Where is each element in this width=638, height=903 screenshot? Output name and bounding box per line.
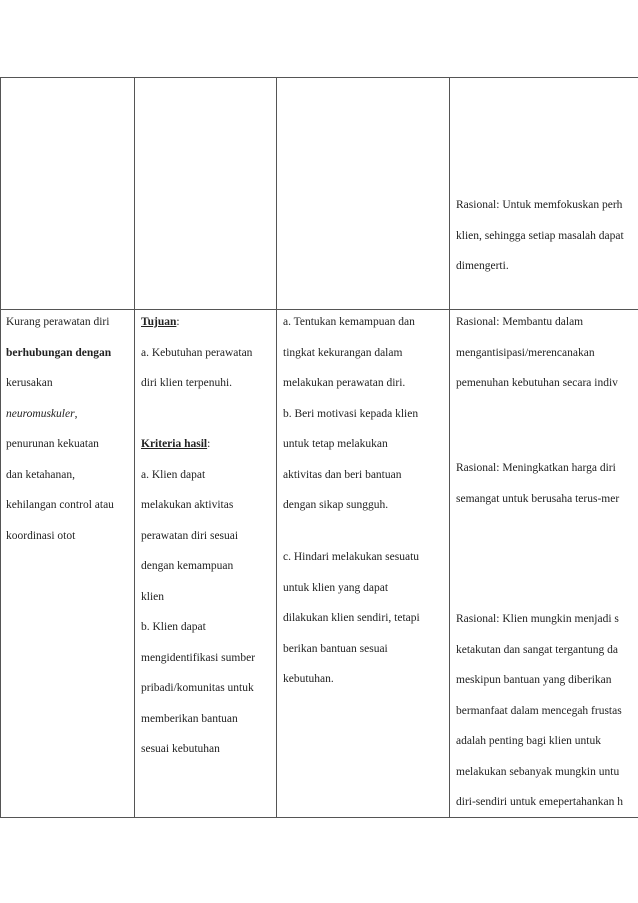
rationale-cell-2 (456, 453, 638, 514)
top-rasional-cell (456, 190, 638, 282)
text-line (141, 429, 276, 460)
text-line: Kurang perawatan diri (6, 316, 110, 328)
text-line: semangat untuk berusaha terus-mer (456, 492, 620, 505)
table-left-border (0, 77, 1, 818)
text-line: mengidentifikasi sumber (141, 651, 256, 664)
text-line: diri klien terpenuhi. (141, 377, 233, 389)
text-line: bermanfaat dalam mencegah frustas (456, 704, 622, 717)
punctuation: : (176, 316, 180, 328)
text-line: memberikan bantuan (141, 712, 238, 725)
goals-cell (141, 307, 276, 612)
diagnosis-cell (6, 307, 134, 551)
table-top-border (0, 77, 638, 78)
text-line: klien (141, 590, 164, 603)
punctuation: : (207, 438, 211, 450)
text-line: ketakutan dan sangat tergantung da (456, 643, 619, 656)
text-line: Rasional: Untuk memfokuskan perh (456, 199, 623, 211)
italic-term: neuromuskuler (6, 407, 75, 420)
text-line: Rasional: Membantu dalam (456, 316, 584, 328)
text-line: dimengerti. (456, 260, 509, 272)
text-line: sesuai kebutuhan (141, 743, 220, 755)
text-line (6, 399, 134, 430)
text-line: aktivitas dan beri bantuan (283, 468, 402, 481)
rationale-cell-1 (456, 307, 638, 399)
interventions-cell (283, 307, 449, 521)
text-line: melakukan aktivitas (141, 499, 234, 511)
goals-cell-b (141, 612, 276, 765)
text-line: untuk tetap melakukan (283, 438, 388, 450)
text-line: diri-sendiri untuk emepertahankan h (456, 796, 624, 808)
text-line: koordinasi otot (6, 529, 76, 542)
text-line: tingkat kekurangan dalam (283, 346, 403, 359)
text-line: berhubungan dengan (6, 346, 112, 359)
text-line: penurunan kekuatan (6, 438, 99, 450)
text-line: Rasional: Meningkatkan harga diri (456, 462, 616, 474)
text-line: melakukan perawatan diri. (283, 377, 406, 389)
text-line: b. Beri motivasi kepada klien (283, 407, 419, 420)
text-line: melakukan sebanyak mungkin untu (456, 765, 620, 778)
column-divider (134, 77, 135, 818)
kriteria-heading: Kriteria hasil (141, 438, 208, 450)
text-line: pemenuhan kebutuhan secara indiv (456, 377, 618, 389)
text-line: a. Kebutuhan perawatan (141, 346, 253, 359)
text-line: a. Tentukan kemampuan dan (283, 316, 415, 328)
text-line: meskipun bantuan yang diberikan (456, 674, 612, 686)
column-divider (449, 77, 450, 818)
rationale-cell-3 (456, 604, 638, 818)
text-line: dengan sikap sungguh. (283, 499, 389, 511)
text-line: perawatan diri sesuai (141, 529, 239, 542)
text-line: b. Klien dapat (141, 621, 206, 633)
text-line: dan ketahanan, (6, 468, 75, 481)
tujuan-heading: Tujuan (141, 316, 177, 328)
text-line: a. Klien dapat (141, 468, 206, 481)
text-line: dilakukan klien sendiri, tetapi (283, 612, 420, 624)
punctuation: , (74, 407, 78, 420)
text-line: klien, sehingga setiap masalah dapat (456, 229, 624, 242)
text-line: untuk klien yang dapat (283, 581, 389, 594)
text-line: kebutuhan. (283, 673, 334, 685)
text-line (141, 399, 276, 430)
text-line: kerusakan (6, 377, 53, 389)
text-line: Rasional: Klien mungkin menjadi s (456, 613, 619, 625)
text-line: berikan bantuan sesuai (283, 642, 388, 655)
text-line: mengantisipasi/merencanakan (456, 346, 595, 359)
text-line (141, 307, 276, 338)
column-divider (276, 77, 277, 818)
text-line: pribadi/komunitas untuk (141, 682, 254, 694)
interventions-cell-c (283, 542, 449, 695)
text-line: dengan kemampuan (141, 560, 234, 572)
text-line: kehilangan control atau (6, 499, 114, 511)
text-line: c. Hindari melakukan sesuatu (283, 551, 420, 563)
text-line: adalah penting bagi klien untuk (456, 735, 601, 747)
